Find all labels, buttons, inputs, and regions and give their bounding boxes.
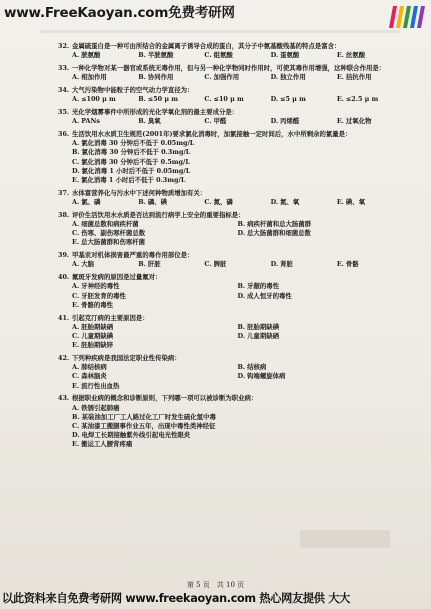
option-key: B. [138,260,146,269]
option-group [58,139,403,185]
answer-option [337,198,403,207]
question-item [58,314,403,351]
option-key: B. [72,148,80,157]
answer-option [72,332,238,341]
option-key: C. [72,157,80,166]
answer-option [138,73,204,82]
option-key: C. [204,73,212,82]
answer-option [138,95,204,104]
logo-stripe [389,6,397,28]
answer-option [72,73,138,82]
question-text: 光化学烟雾事件中所形成的光化学氧化剂的最主要成分是： [72,108,239,116]
site-header: www.FreeKaoyan.com免费考研网 [4,5,235,21]
question-number: 38. [58,210,70,219]
answer-option [72,238,238,247]
answer-option [72,382,238,391]
option-key: C. [204,198,212,207]
option-key: B. [237,282,246,291]
option-key: E. [336,51,344,60]
option-text: 钩端螺旋体病 [247,372,286,381]
option-text: 总大肠菌群和细菌总数 [247,229,311,238]
option-text: 牙龈的毒性 [247,282,280,291]
option-text: 某装油加工厂工人路过化工厂时发生硫化氢中毒 [81,412,216,421]
question-item [58,394,403,449]
answer-option [72,167,403,176]
question-stem [58,130,403,139]
option-key: E. [72,238,80,247]
option-key: D. [72,431,80,440]
answer-option [238,332,404,341]
question-number: 35. [58,108,70,116]
answer-option [72,404,403,413]
option-text: 脾脏 [213,260,227,269]
answer-option [72,301,238,310]
question-list [58,42,403,453]
question-stem [58,314,403,323]
option-key: D. [72,166,80,175]
answer-option [271,95,337,104]
option-key: D. [237,229,246,238]
answer-option [271,260,337,269]
answer-option [72,341,238,350]
option-key: C. [204,51,212,60]
answer-option [72,292,238,301]
question-number: 32. [58,42,70,50]
question-text: 生活饮用水水质卫生规范(2001年)要求氯化消毒时，加氯接触一定时间后，水中所剩余的氯量是： [72,130,352,138]
option-key: E. [336,95,344,104]
option-text: 独立作用 [280,73,306,82]
answer-option [72,158,403,167]
option-key: A. [72,220,80,229]
answer-option [238,372,404,381]
option-key: E. [72,381,80,390]
answer-option [204,198,270,207]
option-group [58,198,403,207]
option-key: E. [336,73,344,82]
option-text: 半胱氨酸 [147,51,174,60]
answer-option [204,51,270,60]
option-text: 氯、磷 [81,198,101,207]
option-text: 胚胎期缺锌 [81,341,114,350]
question-text: 金属硫蛋白是一种可由所结合的金属离子诱导合成的蛋白，其分子中氨基酸残基的特点是富含： [72,42,341,50]
option-text: 伤寒、副伤寒杆菌总数 [81,229,146,238]
question-text: 引起克汀病的主要原因是： [72,313,149,322]
question-number: 43. [58,394,70,403]
option-text: 臭氧 [147,117,161,126]
option-text: 氮、磷 [213,198,233,207]
option-group [58,260,403,269]
option-key: E. [72,440,80,449]
question-number: 42. [58,354,70,363]
option-text: ≤100 μ m [81,95,116,104]
option-key: D. [237,332,246,341]
option-group [58,117,403,126]
option-text: 流行性出血热 [81,381,120,390]
question-number: 34. [58,86,70,94]
answer-option [238,282,404,291]
question-text: 根据职业病的概念和诊断原则，下列哪一项可以被诊断为职业病： [72,394,258,403]
question-text: 大气污染物中能粒子的空气动力学直径为： [72,86,194,94]
option-text: 结核病 [247,363,267,372]
answer-option [337,73,403,82]
answer-option [72,51,138,60]
answer-option [238,220,404,229]
page-number: 第 5 页 共 10 页 [186,581,245,589]
option-key: E. [72,341,80,350]
question-number: 39. [58,251,70,260]
question-text: 下列种疾病是我国法定职业性传染病： [72,354,181,363]
answer-option [72,220,238,229]
option-text: 骨骼的毒性 [81,300,114,309]
answer-option [72,260,138,269]
option-key: A. [72,363,80,372]
answer-option [204,117,270,126]
option-group [58,220,403,248]
option-text: PANs [81,117,100,126]
answer-option [204,95,270,104]
option-group [58,363,403,391]
answer-option [138,117,204,126]
option-key: E. [336,198,344,207]
question-number: 37. [58,188,70,197]
option-key: D. [270,117,279,126]
option-text: ≤50 μ m [147,95,178,104]
option-text: 协同作用 [147,73,174,82]
answer-option [72,117,138,126]
option-text: ≤10 μ m [213,95,244,104]
option-key: B. [138,198,146,207]
answer-option [238,229,404,238]
option-key: C. [204,117,212,126]
option-text: 氮、氧 [280,198,300,207]
option-key: D. [270,95,279,104]
option-key: C. [204,95,212,104]
option-text: 过氧化物 [345,117,372,126]
option-key: B. [237,363,246,372]
option-text: 丙烯醛 [280,117,300,126]
option-key: A. [72,282,80,291]
answer-option [138,260,204,269]
option-group [58,95,403,104]
option-text: ≤5 μ m [280,95,306,104]
option-text: 成人恒牙的毒性 [247,291,292,300]
question-item [58,86,403,104]
option-text: 电焊工长期接触紫外线引起电光性眼炎 [81,431,191,440]
option-group [58,282,403,310]
answer-option [271,198,337,207]
option-key: A. [72,51,80,60]
option-key: A. [72,117,80,126]
option-key: B. [138,117,146,126]
answer-option [72,413,403,422]
option-key: B. [72,412,80,421]
option-key: A. [72,260,80,269]
option-key: D. [237,372,246,381]
answer-option [337,117,403,126]
question-text: 一种化学物对某一器官或系统无毒作用，但与另一种化学物同时作用时，可使其毒作用增强，这种联合作用是： [72,64,386,72]
option-text: 胱氨酸 [81,51,101,60]
answer-option [72,176,403,185]
answer-option [72,372,238,381]
option-key: B. [138,51,146,60]
option-text: 相加作用 [81,73,107,82]
question-stem [58,86,403,95]
question-item [58,189,403,207]
answer-option [72,440,403,449]
footer-banner: 以此资料来自免费考研网 www.freekaoyan.com 热心网友提供 大大 [2,592,351,605]
scan-artifact [40,30,400,33]
question-item [58,211,403,248]
option-text: 儿童期缺硒 [247,332,279,341]
answer-option [337,260,403,269]
option-text: 蛋氨酸 [280,51,300,60]
option-text: 总大肠菌群和伤寒杆菌 [81,238,146,247]
option-group [58,51,403,60]
question-stem [58,189,403,198]
answer-option [138,198,204,207]
option-text: 丝氨酸 [345,51,366,60]
answer-option [204,260,270,269]
logo-stripe [410,6,418,28]
answer-option [72,95,138,104]
option-key: E. [336,117,344,126]
option-text: 氯化消毒 30 分钟后不低于 0.5mg/L [81,157,190,166]
option-text: 甲醛 [213,117,227,126]
option-text: 碘、氧 [345,198,366,207]
answer-option [72,422,403,431]
answer-option [271,51,337,60]
option-key: D. [270,198,279,207]
question-item [58,273,403,310]
question-item [58,64,403,82]
option-text: 搬运工人腰背疼痛 [81,440,133,449]
answer-option [337,51,403,60]
option-text: 牙胚发育的毒性 [81,291,126,300]
option-key: C. [72,291,80,300]
option-key: E. [72,176,80,185]
answer-option [337,95,403,104]
answer-option [72,282,238,291]
answer-option [271,117,337,126]
question-stem [58,211,403,220]
option-text: 细菌总数和病疾杆菌 [81,220,139,229]
option-text: 骨骼 [345,260,359,269]
scan-artifact [300,530,390,548]
option-key: B. [138,73,146,82]
option-text: 加强作用 [213,73,240,82]
question-stem [58,42,403,51]
option-key: A. [72,403,80,412]
option-text: 某油漆工搬腿事作业五年，出现中毒性类神经征 [81,422,216,431]
question-number: 40. [58,273,70,282]
option-key: B. [237,322,246,331]
option-text: 大脑 [81,260,94,269]
answer-option [138,51,204,60]
option-key: A. [72,95,80,104]
answer-option [72,148,403,157]
option-key: A. [72,139,80,148]
option-key: B. [237,220,246,229]
option-key: C. [72,229,80,238]
option-text: 病疾杆菌和总大肠菌群 [247,220,312,229]
option-text: 肾脏 [280,260,293,269]
question-text: 水体富营养化与污水中下述何种物质增加有关： [72,188,207,197]
question-text: 氟斑牙发病的原因是过量氟对： [72,273,162,282]
option-text: 森林脑炎 [81,372,107,381]
option-text: ≤2.5 μ m [345,95,379,104]
option-text: 组氨酸 [213,51,233,60]
option-key: D. [270,51,279,60]
question-number: 33. [58,64,70,72]
logo-stripe [403,6,411,28]
option-text: 肺结核病 [81,363,107,372]
option-key: C. [72,372,80,381]
question-item [58,354,403,391]
option-text: 铁锈引起肺癌 [81,403,120,412]
answer-option [238,323,404,332]
question-item [58,108,403,126]
question-text: 评价生活饮用水水质是否达到流行病学上安全的重要指标是： [72,210,245,219]
option-key: D. [237,291,246,300]
site-logo-icon [385,2,425,32]
option-text: 氯化消毒 1 小时后不低于 0.3mg/L [81,176,186,185]
option-text: 氯化消毒 30 分钟后不低于 0.05mg/L [81,139,195,148]
option-text: 胚胎期缺硒 [81,322,114,331]
option-key: D. [270,260,279,269]
question-item [58,251,403,269]
answer-option [204,73,270,82]
option-group [58,323,403,351]
option-key: D. [270,73,279,82]
option-key: C. [72,422,80,431]
question-stem [58,108,403,117]
option-key: A. [72,198,80,207]
option-text: 氯化消毒 30 分钟后不低于 0.3mg/L [81,148,191,157]
question-number: 36. [58,130,70,138]
option-key: E. [72,300,80,309]
option-group [58,73,403,82]
question-stem [58,354,403,363]
option-text: 儿童期缺碘 [81,332,114,341]
question-item [58,42,403,60]
option-group [58,404,403,450]
option-key: C. [204,260,212,269]
question-number: 41. [58,313,70,322]
option-text: 氯化消毒 1 小时后不低于 0.05mg/L [81,166,191,175]
option-key: C. [72,332,80,341]
answer-option [271,73,337,82]
option-key: A. [72,322,80,331]
question-item [58,130,403,185]
option-text: 牙神经的毒性 [81,282,120,291]
answer-option [238,292,404,301]
option-key: B. [138,95,146,104]
option-text: 拮抗作用 [345,73,372,82]
logo-stripe [417,6,425,28]
option-text: 胚胎期缺碘 [247,322,280,331]
question-stem [58,64,403,73]
question-stem [58,394,403,403]
option-text: 肝脏 [147,260,161,269]
option-key: A. [72,73,80,82]
answer-option [72,323,238,332]
option-text: 磷、碘 [147,198,168,207]
answer-option [72,198,138,207]
logo-stripe [396,6,404,28]
option-key: E. [336,260,344,269]
question-text: 甲基汞对机体损害最严重的毒作用部位是： [72,251,194,260]
